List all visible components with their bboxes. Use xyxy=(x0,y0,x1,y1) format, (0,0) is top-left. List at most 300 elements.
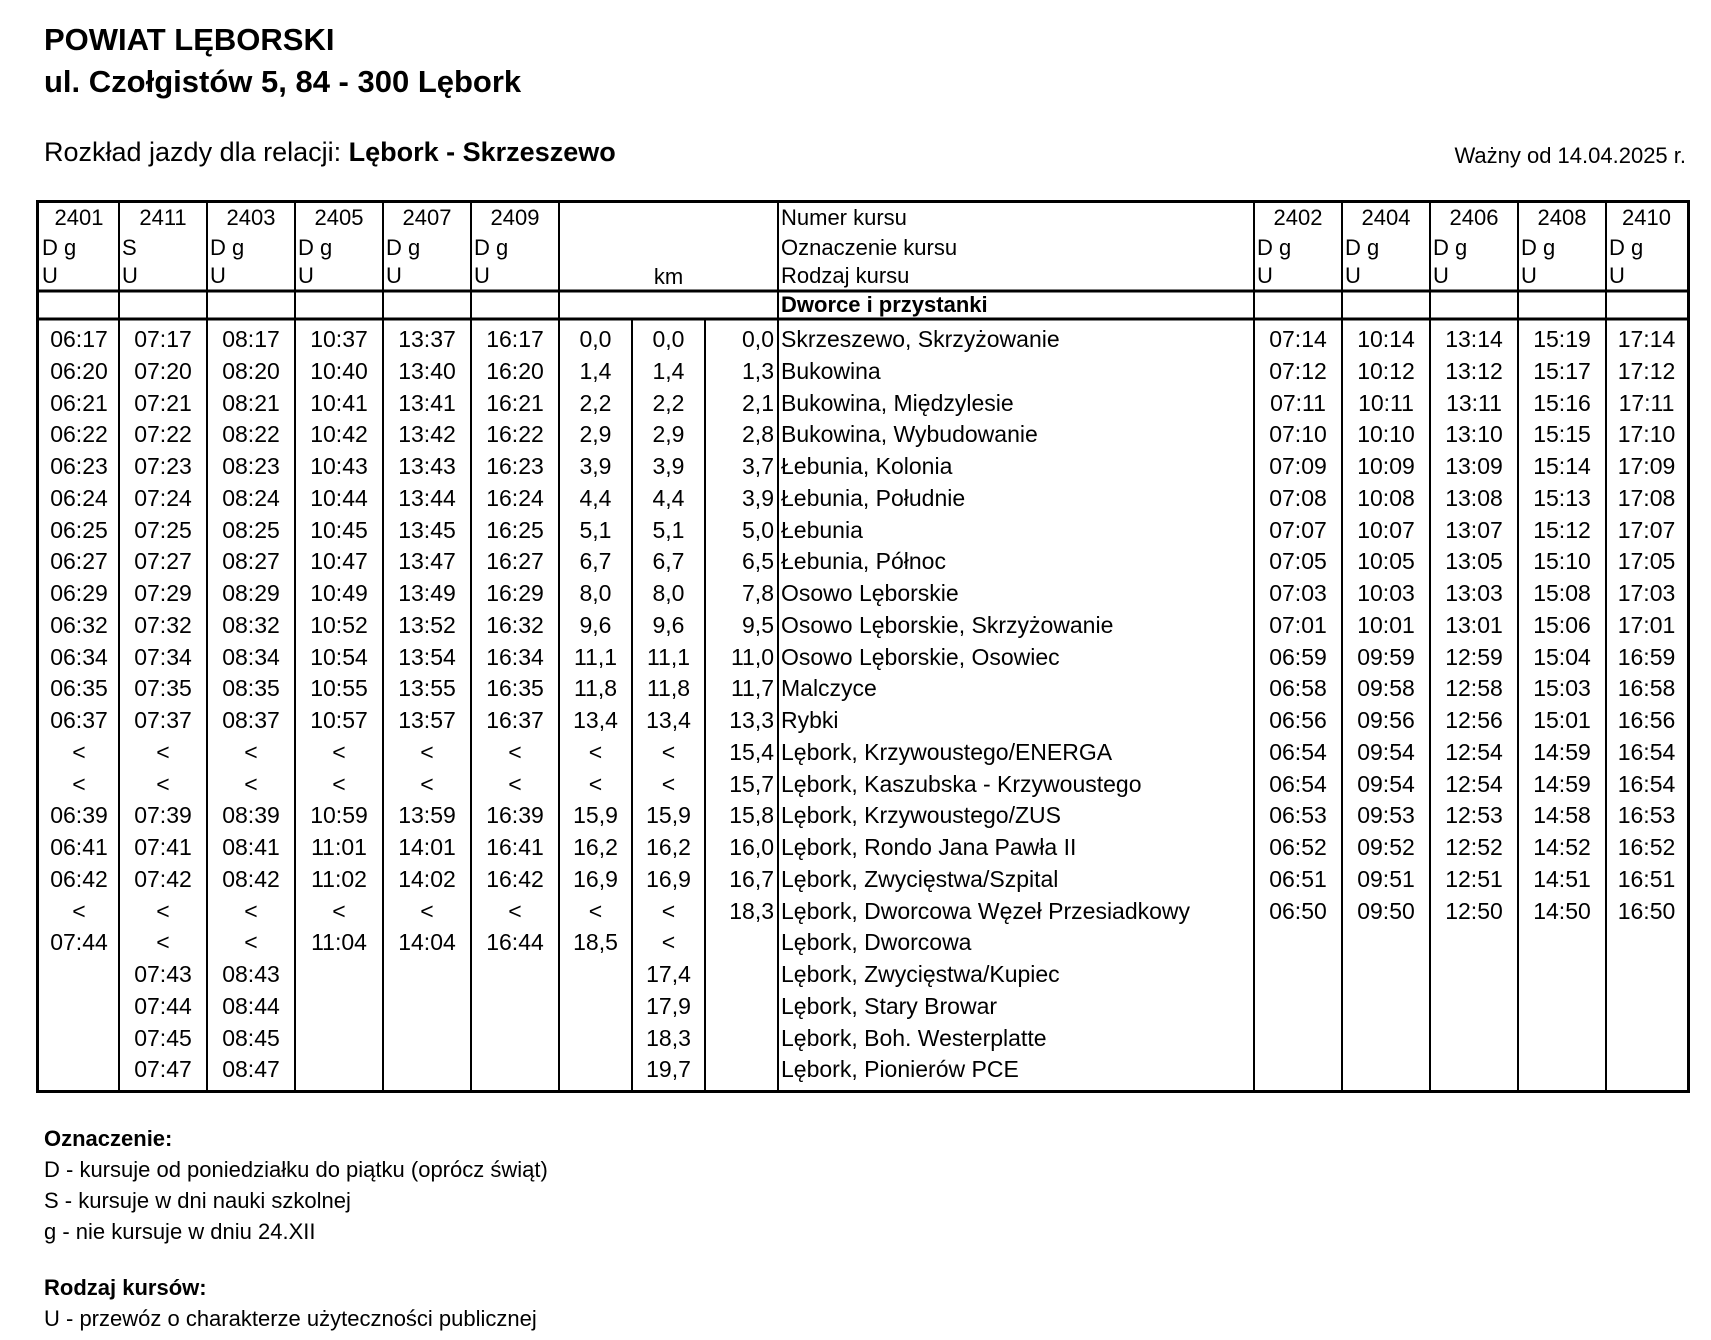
departure-time: 10:08 xyxy=(1357,484,1415,511)
timetable xyxy=(36,200,1690,1093)
departure-time: 10:05 xyxy=(1357,548,1415,575)
departure-time: 09:50 xyxy=(1357,897,1415,924)
table-row xyxy=(39,768,1687,800)
departure-time: 08:32 xyxy=(222,611,280,638)
departure-time: 10:10 xyxy=(1357,421,1415,448)
departure-time: 08:47 xyxy=(222,1056,280,1083)
km-value: 15,7 xyxy=(729,770,774,797)
stop-name: Lębork, Zwycięstwa/Szpital xyxy=(781,865,1059,892)
row-label: Numer kursu xyxy=(781,205,907,230)
departure-time: 16:24 xyxy=(486,484,544,511)
departure-time: 17:10 xyxy=(1617,421,1676,448)
relation-line xyxy=(44,137,616,168)
valid-from: Ważny od 14.04.2025 r. xyxy=(1454,143,1686,168)
km-value: 6,5 xyxy=(742,548,774,575)
km-value: 11,1 xyxy=(646,643,691,670)
departure-time: 08:39 xyxy=(222,802,280,829)
course-kind: U xyxy=(210,263,226,288)
table-row xyxy=(39,577,1687,609)
departure-time: 07:08 xyxy=(1269,484,1327,511)
km-value: 2,9 xyxy=(652,421,685,448)
departure-time xyxy=(383,1022,471,1054)
departure-time: 16:58 xyxy=(1617,675,1676,702)
departure-time xyxy=(39,1053,119,1085)
departure-time xyxy=(383,1053,471,1085)
departure-time: 13:14 xyxy=(1445,326,1503,352)
km-value: 13,4 xyxy=(646,707,691,733)
departure-time: 10:52 xyxy=(310,611,368,638)
departure-time: 14:58 xyxy=(1533,802,1591,829)
km-value: 4,4 xyxy=(652,484,685,511)
row-label: Rodzaj kursu xyxy=(781,263,910,288)
departure-time: 08:27 xyxy=(222,548,280,575)
departure-time: 06:51 xyxy=(1269,865,1327,892)
departure-time: 13:08 xyxy=(1445,484,1503,511)
departure-time: 10:41 xyxy=(310,389,368,416)
departure-time: 07:12 xyxy=(1269,357,1327,384)
km-value xyxy=(559,1053,632,1085)
table-row xyxy=(39,1022,1687,1054)
table-row xyxy=(39,863,1687,895)
course-kind: U xyxy=(298,263,314,288)
departure-time: < xyxy=(72,738,86,765)
departure-time: 09:51 xyxy=(1357,865,1415,892)
departure-time: 06:54 xyxy=(1269,738,1327,765)
departure-time: 07:11 xyxy=(1270,389,1326,416)
departure-time: 12:54 xyxy=(1445,770,1503,797)
table-row xyxy=(39,450,1687,482)
km-value: 0,0 xyxy=(742,326,774,352)
stop-name: Łebunia, Północ xyxy=(781,548,946,575)
legend-title: Oznaczenie: xyxy=(44,1126,173,1151)
departure-time: 08:24 xyxy=(222,484,280,511)
departure-time xyxy=(471,958,559,990)
departure-time: 07:10 xyxy=(1269,421,1327,448)
departure-time xyxy=(1430,1053,1518,1085)
course-number: 2409 xyxy=(490,205,540,230)
departure-time: 09:58 xyxy=(1357,675,1415,702)
departure-time: 11:02 xyxy=(311,865,367,892)
departure-time: < xyxy=(508,738,522,765)
km-value: 9,5 xyxy=(742,611,774,638)
departure-time: 13:41 xyxy=(398,389,456,416)
table-row xyxy=(39,418,1687,450)
km-value: 11,1 xyxy=(573,643,618,670)
departure-time: 13:09 xyxy=(1445,453,1503,479)
course-kind: U xyxy=(1345,263,1361,288)
departure-time: 16:29 xyxy=(486,580,544,606)
departure-time xyxy=(1518,990,1606,1022)
departure-time: 06:25 xyxy=(50,516,108,543)
course-number: 2402 xyxy=(1273,205,1323,230)
departure-time: 07:22 xyxy=(134,421,192,448)
km-value: 0,0 xyxy=(579,326,612,352)
km-value: 15,4 xyxy=(729,738,774,765)
departure-time xyxy=(295,958,383,990)
departure-time: 07:03 xyxy=(1269,580,1327,606)
departure-time: 12:54 xyxy=(1445,738,1503,765)
stop-name: Łebunia, Południe xyxy=(781,484,966,511)
km-value: 6,7 xyxy=(652,548,685,575)
departure-time: 14:04 xyxy=(398,929,456,956)
departure-time: < xyxy=(156,770,170,797)
departure-time: 13:05 xyxy=(1445,548,1503,575)
departure-time xyxy=(471,990,559,1022)
departure-time: 16:51 xyxy=(1617,865,1676,892)
departure-time: 12:56 xyxy=(1445,707,1503,733)
departure-time: 17:14 xyxy=(1617,326,1676,352)
departure-time xyxy=(1606,990,1687,1022)
departure-time xyxy=(295,1022,383,1054)
departure-time xyxy=(1606,1022,1687,1054)
departure-time: 09:56 xyxy=(1357,707,1415,733)
departure-time: 07:44 xyxy=(134,992,192,1019)
departure-time: 08:34 xyxy=(222,643,280,670)
departure-time: 13:52 xyxy=(398,611,456,638)
departure-time: 08:37 xyxy=(222,707,280,733)
departure-time: 12:50 xyxy=(1445,897,1503,924)
km-value: < xyxy=(661,738,676,765)
km-value: 15,8 xyxy=(729,802,774,829)
course-number: 2407 xyxy=(402,205,452,230)
departure-time: 16:21 xyxy=(486,389,544,416)
departure-time: 16:37 xyxy=(486,707,544,733)
table-row xyxy=(39,482,1687,514)
departure-time xyxy=(1342,926,1430,958)
departure-time: 06:37 xyxy=(50,707,108,733)
departure-time: 07:05 xyxy=(1269,548,1327,575)
km-value xyxy=(559,1022,632,1054)
km-value: 2,9 xyxy=(579,421,612,448)
table-row xyxy=(39,355,1687,387)
course-mark: D g xyxy=(1257,235,1292,260)
departure-time: 11:01 xyxy=(311,834,367,860)
table-row xyxy=(39,1053,1687,1085)
km-value: 11,8 xyxy=(646,675,691,702)
departure-time: 16:23 xyxy=(486,453,544,479)
km-value xyxy=(705,1022,778,1054)
departure-time: 12:53 xyxy=(1445,802,1503,829)
departure-time: 16:27 xyxy=(486,548,544,575)
course-number: 2410 xyxy=(1622,205,1671,230)
stop-name: Lębork, Boh. Westerplatte xyxy=(781,1024,1047,1051)
departure-time: 15:01 xyxy=(1533,707,1591,733)
km-value: 2,2 xyxy=(652,389,685,416)
km-value: < xyxy=(661,929,676,956)
stop-name: Skrzeszewo, Skrzyżowanie xyxy=(781,326,1060,352)
course-kind: U xyxy=(386,263,402,288)
departure-time: < xyxy=(244,738,258,765)
departure-time: 08:21 xyxy=(222,389,280,416)
departure-time: 15:13 xyxy=(1533,484,1591,511)
departure-time: 07:07 xyxy=(1269,516,1327,543)
departure-time: 11:04 xyxy=(311,929,367,956)
departure-time: 16:34 xyxy=(486,643,544,670)
departure-time: 10:43 xyxy=(310,453,368,479)
departure-time: 10:54 xyxy=(310,643,368,670)
table-row xyxy=(39,799,1687,831)
stop-name: Łebunia, Kolonia xyxy=(781,453,953,479)
departure-time: 10:03 xyxy=(1357,580,1415,606)
km-value: 11,7 xyxy=(730,675,774,702)
km-value: 9,6 xyxy=(652,611,685,638)
course-number: 2403 xyxy=(226,205,276,230)
departure-time: < xyxy=(244,929,258,956)
departure-time: 15:19 xyxy=(1533,326,1591,352)
departure-time: 14:59 xyxy=(1533,738,1591,765)
course-kind: U xyxy=(1257,263,1273,288)
departure-time: 06:23 xyxy=(50,453,108,479)
stop-name: Bukowina xyxy=(781,357,881,384)
departure-time: 15:06 xyxy=(1533,611,1591,638)
departure-time: 06:34 xyxy=(50,643,108,670)
course-kind: U xyxy=(42,263,58,288)
km-value: 17,4 xyxy=(646,961,691,987)
departure-time: < xyxy=(244,770,258,797)
departure-time: 08:23 xyxy=(222,453,280,479)
course-kind: U xyxy=(1609,263,1625,288)
departure-time: < xyxy=(420,897,434,924)
km-value: 8,0 xyxy=(652,580,685,606)
departure-time: 07:43 xyxy=(134,961,192,987)
km-value: 0,0 xyxy=(652,326,685,352)
departure-time xyxy=(1518,1053,1606,1085)
course-kind: U xyxy=(1521,263,1537,288)
km-value xyxy=(705,958,778,990)
departure-time: 13:11 xyxy=(1446,389,1502,416)
departure-time: 06:50 xyxy=(1269,897,1327,924)
departure-time: 17:11 xyxy=(1618,389,1675,416)
table-row xyxy=(39,704,1687,736)
departure-time: 06:35 xyxy=(50,675,108,702)
departure-time: 15:17 xyxy=(1533,357,1591,384)
departure-time xyxy=(1342,990,1430,1022)
legend-item: g - nie kursuje w dniu 24.XII xyxy=(44,1219,316,1244)
km-value: 16,7 xyxy=(729,865,774,892)
departure-time: 07:35 xyxy=(134,675,192,702)
departure-time: 08:45 xyxy=(222,1024,280,1051)
course-mark: D g xyxy=(42,235,77,260)
km-value: 17,9 xyxy=(646,992,691,1019)
departure-time: 10:44 xyxy=(310,484,368,511)
legend-kinds xyxy=(44,1272,537,1334)
stop-name: Lębork, Zwycięstwa/Kupiec xyxy=(781,961,1060,987)
stop-name: Osowo Lęborskie, Osowiec xyxy=(781,643,1060,670)
stop-name: Malczyce xyxy=(781,675,877,702)
table-row xyxy=(39,831,1687,863)
table-row xyxy=(39,323,1687,355)
legend-kind-item: U - przewóz o charakterze użyteczności publicznej xyxy=(44,1306,537,1331)
departure-time xyxy=(1254,990,1342,1022)
departure-time: 07:45 xyxy=(134,1024,192,1051)
stop-name: Rybki xyxy=(781,707,839,733)
course-mark: D g xyxy=(298,235,333,260)
departure-time: 08:22 xyxy=(222,421,280,448)
departure-time: 13:59 xyxy=(398,802,456,829)
departure-time: 12:59 xyxy=(1445,643,1503,670)
departure-time: 16:52 xyxy=(1617,834,1676,860)
departure-time: 16:54 xyxy=(1617,738,1676,765)
departure-time: 17:09 xyxy=(1617,453,1676,479)
departure-time xyxy=(1430,1022,1518,1054)
departure-time: 13:55 xyxy=(398,675,456,702)
departure-time: 13:40 xyxy=(398,357,456,384)
km-value: 2,1 xyxy=(742,389,774,416)
course-number: 2404 xyxy=(1361,205,1411,230)
departure-time: 07:41 xyxy=(134,834,192,860)
departure-time: 16:54 xyxy=(1617,770,1676,797)
departure-time: 08:17 xyxy=(222,326,280,352)
course-number: 2408 xyxy=(1537,205,1587,230)
km-value: 16,0 xyxy=(729,834,774,860)
km-value: 16,2 xyxy=(573,834,618,860)
departure-time: 17:01 xyxy=(1617,611,1676,638)
km-value: 16,9 xyxy=(646,865,691,892)
km-value: < xyxy=(588,770,603,797)
departure-time: 08:42 xyxy=(222,865,280,892)
departure-time xyxy=(39,1022,119,1054)
km-value: 7,8 xyxy=(742,580,774,606)
departure-time: 10:55 xyxy=(310,675,368,702)
departure-time xyxy=(471,1022,559,1054)
departure-time: 15:03 xyxy=(1533,675,1591,702)
departure-time: 10:12 xyxy=(1357,357,1415,384)
km-value: 9,6 xyxy=(579,611,612,638)
km-value xyxy=(559,990,632,1022)
departure-time: 06:39 xyxy=(50,802,108,829)
km-value: 18,3 xyxy=(729,897,774,924)
departure-time: 17:05 xyxy=(1617,548,1676,575)
course-mark: D g xyxy=(386,235,421,260)
departure-time: 10:14 xyxy=(1357,326,1415,352)
departure-time: 10:07 xyxy=(1357,516,1415,543)
departure-time xyxy=(1254,926,1342,958)
table-row xyxy=(39,672,1687,704)
km-value: 2,8 xyxy=(742,421,774,448)
departure-time: 07:34 xyxy=(134,643,192,670)
km-value: 2,2 xyxy=(579,389,612,416)
stop-name: Osowo Lęborskie, Skrzyżowanie xyxy=(781,611,1114,638)
departure-time: 13:47 xyxy=(398,548,456,575)
km-value: 18,5 xyxy=(573,929,618,956)
departure-time: < xyxy=(244,897,258,924)
departure-time: 10:45 xyxy=(310,516,368,543)
departure-time: 07:42 xyxy=(134,865,192,892)
departure-time: 13:54 xyxy=(398,643,456,670)
stop-name: Lębork, Dworcowa xyxy=(781,929,972,956)
departure-time: 16:25 xyxy=(486,516,544,543)
departure-time xyxy=(1518,958,1606,990)
table-row xyxy=(39,545,1687,577)
departure-time: 10:59 xyxy=(310,802,368,829)
table-row xyxy=(39,895,1687,927)
departure-time: 16:42 xyxy=(486,865,544,892)
departure-time: 12:58 xyxy=(1445,675,1503,702)
departure-time: < xyxy=(508,897,522,924)
departure-time xyxy=(39,958,119,990)
departure-time: < xyxy=(156,738,170,765)
departure-time xyxy=(1342,958,1430,990)
departure-time xyxy=(1430,926,1518,958)
course-mark: D g xyxy=(1433,235,1468,260)
departure-time xyxy=(39,990,119,1022)
km-value: 16,2 xyxy=(646,834,691,860)
relation-prefix: Rozkład jazdy dla relacji: xyxy=(44,137,349,167)
km-value: 6,7 xyxy=(579,548,612,575)
departure-time: 16:17 xyxy=(486,326,544,352)
departure-time: 17:08 xyxy=(1617,484,1676,511)
course-mark: S xyxy=(122,235,137,260)
course-mark: D g xyxy=(1521,235,1556,260)
km-value: 3,9 xyxy=(579,453,612,479)
stop-name: Bukowina, Międzylesie xyxy=(781,389,1014,416)
departure-time: 13:37 xyxy=(398,326,456,352)
table-row xyxy=(39,736,1687,768)
departure-time: 10:57 xyxy=(310,707,368,733)
org-address: ul. Czołgistów 5, 84 - 300 Lębork xyxy=(44,64,522,99)
departure-time: 06:58 xyxy=(1269,675,1327,702)
departure-time: < xyxy=(156,897,170,924)
departure-time: 15:04 xyxy=(1533,643,1591,670)
stop-name: Bukowina, Wybudowanie xyxy=(781,421,1038,448)
km-value: 3,7 xyxy=(742,453,774,479)
departure-time: 17:12 xyxy=(1617,357,1676,384)
departure-time xyxy=(1518,1022,1606,1054)
departure-time: 07:21 xyxy=(134,389,192,416)
departure-time: < xyxy=(332,897,346,924)
departure-time: 06:21 xyxy=(50,389,108,416)
departure-time: 08:44 xyxy=(222,992,280,1019)
departure-time xyxy=(1254,958,1342,990)
departure-time: 10:49 xyxy=(310,580,368,606)
departure-time: 07:29 xyxy=(134,580,192,606)
departure-time xyxy=(1606,926,1687,958)
km-value: < xyxy=(588,897,603,924)
km-value xyxy=(705,990,778,1022)
departure-time: 08:29 xyxy=(222,580,280,606)
course-mark: D g xyxy=(210,235,245,260)
departure-time: 10:09 xyxy=(1357,453,1415,479)
course-number: 2405 xyxy=(314,205,364,230)
departure-time: 13:03 xyxy=(1445,580,1503,606)
departure-time: < xyxy=(420,770,434,797)
departure-time xyxy=(1342,1022,1430,1054)
km-value xyxy=(705,1053,778,1085)
departure-time xyxy=(1342,1053,1430,1085)
km-value: 1,4 xyxy=(652,357,685,384)
departure-time: 16:35 xyxy=(486,675,544,702)
departure-time: 07:37 xyxy=(134,707,192,733)
departure-time: 06:56 xyxy=(1269,707,1327,733)
stop-name: Lębork, Krzywoustego/ENERGA xyxy=(781,738,1113,765)
departure-time: 06:27 xyxy=(50,548,108,575)
departure-time: 06:54 xyxy=(1269,770,1327,797)
km-value: 13,3 xyxy=(729,707,774,733)
km-value: 13,4 xyxy=(573,707,618,733)
departure-time: 14:50 xyxy=(1533,897,1591,924)
departure-time xyxy=(383,990,471,1022)
departure-time: 06:24 xyxy=(50,484,108,511)
departure-time: 08:25 xyxy=(222,516,280,543)
km-label: km xyxy=(653,264,684,289)
table-row xyxy=(39,990,1687,1022)
stop-name: Lębork, Pionierów PCE xyxy=(781,1056,1019,1083)
departure-time: 13:49 xyxy=(398,580,456,606)
departure-time: 13:10 xyxy=(1445,421,1503,448)
departure-time: 15:08 xyxy=(1533,580,1591,606)
departure-time: 16:20 xyxy=(486,357,544,384)
stop-name: Łebunia xyxy=(781,516,863,543)
